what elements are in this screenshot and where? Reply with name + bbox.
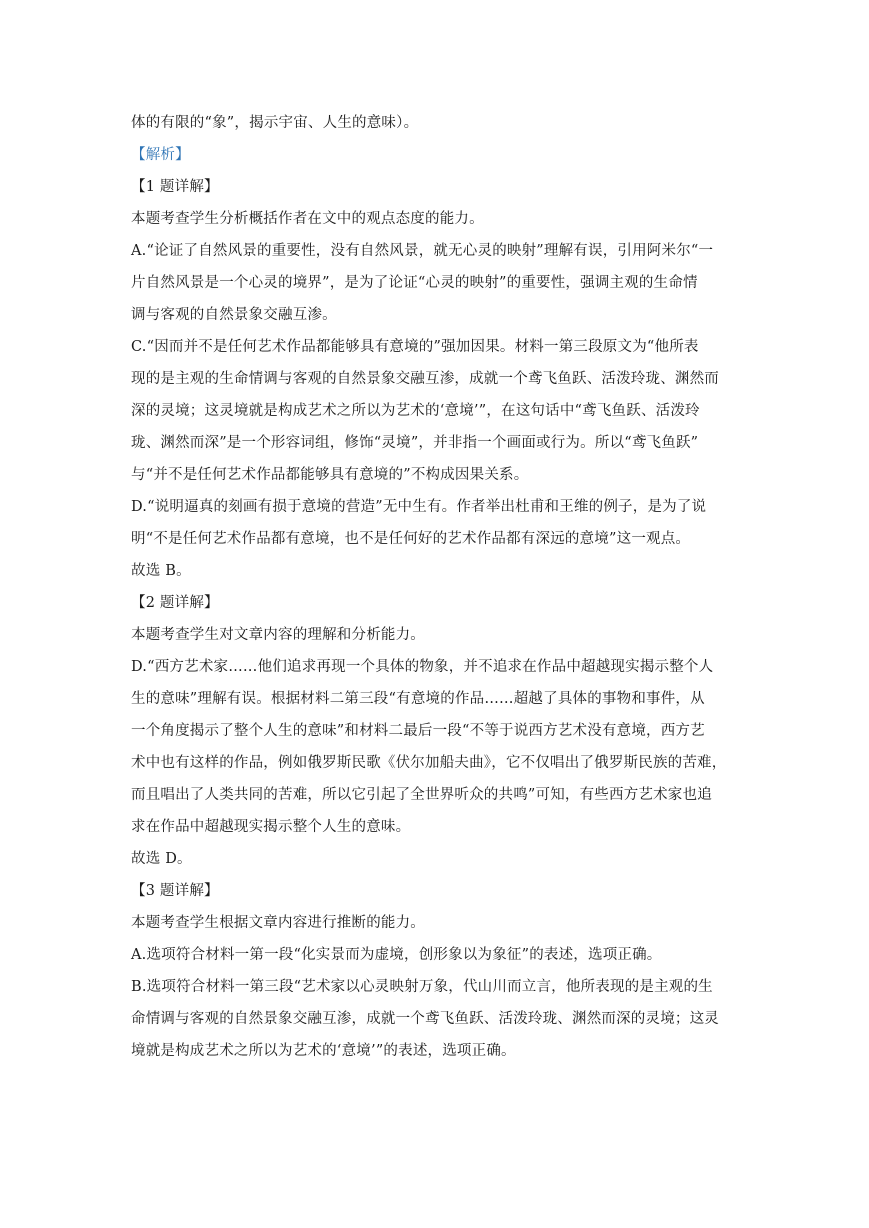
text-line: C.“因而并不是任何艺术作品都能够具有意境的”强加因果。材料一第三段原文为“他所表 xyxy=(131,339,699,355)
text-line: 明“不是任何艺术作品都有意境，也不是任何好的艺术作品都有深远的意境”这一观点。 xyxy=(131,531,691,547)
text-line: 境就是构成艺术之所以为艺术的‘意境’”的表述，选项正确。 xyxy=(131,1043,516,1059)
text-line: 深的灵境；这灵境就是构成艺术之所以为艺术的‘意境’”，在这句话中“鸢飞鱼跃、活泼玲 xyxy=(131,403,700,419)
text-line: D.“说明逼真的刻画有损于意境的营造”无中生有。作者举出杜甫和王维的例子，是为了说 xyxy=(131,499,707,515)
text-line: 本题考查学生根据文章内容进行推断的能力。 xyxy=(131,915,425,931)
text-line: 求在作品中超越现实揭示整个人生的意味。 xyxy=(131,819,411,835)
text-line: 调与客观的自然景象交融互渗。 xyxy=(131,307,337,323)
question-2-heading: 【2 题详解】 xyxy=(131,595,219,611)
answer-line: 故选 B。 xyxy=(131,563,191,579)
text-line: 珑、渊然而深”是一个形容词组，修饰“灵境”，并非指一个画面或行为。所以“鸢飞鱼跃” xyxy=(131,435,699,451)
text-line: 术中也有这样的作品，例如俄罗斯民歌《伏尔加船夫曲》，它不仅唱出了俄罗斯民族的苦难， xyxy=(131,755,727,771)
text-line: A.“论证了自然风景的重要性，没有自然风景，就无心灵的映射”理解有误，引用阿米尔“一 xyxy=(131,243,714,259)
text-line: 体的有限的“象”，揭示宇宙、人生的意味）。 xyxy=(131,115,419,131)
text-line: A.选项符合材料一第一段“化实景而为虚境，创形象以为象征”的表述，选项正确。 xyxy=(131,947,662,963)
answer-line: 故选 D。 xyxy=(131,851,192,867)
text-line: 现的是主观的生命情调与客观的自然景象交融互渗，成就一个鸢飞鱼跃、活泼玲珑、渊然而 xyxy=(131,371,719,387)
question-1-heading: 【1 题详解】 xyxy=(131,179,219,195)
text-line: 生的意味”理解有误。根据材料二第三段“有意境的作品……超越了具体的事物和事件，从 xyxy=(131,691,705,707)
text-line: B.选项符合材料一第三段“艺术家以心灵映射万象，代山川而立言，他所表现的是主观的生 xyxy=(131,979,713,995)
text-line: D.“西方艺术家……他们追求再现一个具体的物象，并不追求在作品中超越现实揭示整个人 xyxy=(131,659,714,675)
text-line: 一个角度揭示了整个人生的意味”和材料二最后一段“不等于说西方艺术没有意境，西方艺 xyxy=(131,723,705,739)
text-line: 本题考查学生对文章内容的理解和分析能力。 xyxy=(131,627,425,643)
text-line: 命情调与客观的自然景象交融互渗，成就一个鸢飞鱼跃、活泼玲珑、渊然而深的灵境；这灵 xyxy=(131,1011,719,1027)
text-line: 片自然风景是一个心灵的境界”，是为了论证“心灵的映射”的重要性，强调主观的生命情 xyxy=(131,275,698,291)
analysis-heading: 【解析】 xyxy=(131,147,190,163)
text-line: 与“并不是任何艺术作品都能够具有意境的”不构成因果关系。 xyxy=(131,467,529,483)
text-line: 本题考查学生分析概括作者在文中的观点态度的能力。 xyxy=(131,211,484,227)
question-3-heading: 【3 题详解】 xyxy=(131,883,219,899)
text-line: 而且唱出了人类共同的苦难，所以它引起了全世界听众的共鸣”可知，有些西方艺术家也追 xyxy=(131,787,712,803)
